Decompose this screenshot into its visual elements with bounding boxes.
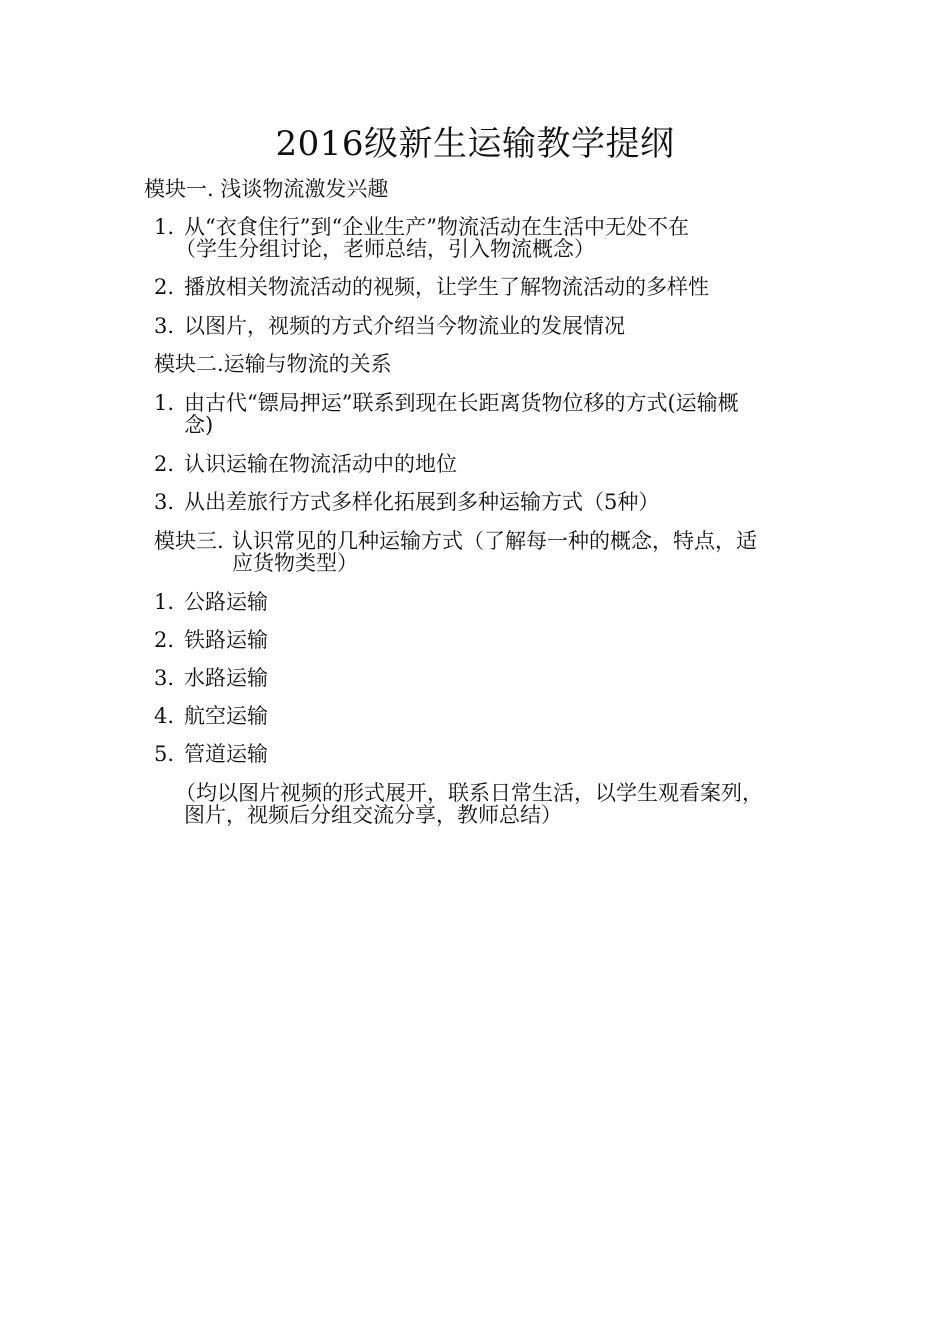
module2-heading: 模块二.运输与物流的关系 bbox=[154, 352, 392, 376]
module3-heading-line2: 应货物类型） bbox=[232, 551, 358, 575]
item-text-line1: 播放相关物流活动的视频，让学生了解物流活动的多样性 bbox=[184, 275, 709, 299]
module3-label: 模块三. bbox=[154, 529, 224, 553]
module3-heading-line1: 认识常见的几种运输方式（了解每一种的概念，特点，适 bbox=[232, 529, 757, 553]
item-text-line2: 念) bbox=[184, 413, 214, 437]
item-number: 2. bbox=[154, 628, 175, 652]
item-number: 3. bbox=[154, 666, 175, 690]
item-number: 3. bbox=[154, 490, 175, 514]
item-text-line1: 从出差旅行方式多样化拓展到多种运输方式（5种） bbox=[184, 490, 660, 514]
item-text-line1: 以图片，视频的方式介绍当今物流业的发展情况 bbox=[184, 314, 625, 338]
item-text-line1: 认识运输在物流活动中的地位 bbox=[184, 452, 457, 476]
item-number: 1. bbox=[154, 215, 175, 239]
page-title: 2016级新生运输教学提纲 bbox=[275, 124, 675, 164]
item-text: 管道运输 bbox=[184, 742, 268, 766]
note-line1: （均以图片视频的形式展开，联系日常生活，以学生观看案列， bbox=[175, 781, 763, 805]
item-text-line1: 由古代“镖局押运”联系到现在长距离货物位移的方式(运输概 bbox=[184, 391, 739, 415]
module3-heading bbox=[154, 529, 814, 577]
module1-heading: 模块一. 浅谈物流激发兴趣 bbox=[144, 177, 389, 201]
item-number: 1. bbox=[154, 590, 175, 614]
item-text: 铁路运输 bbox=[184, 628, 268, 652]
item-text-line1: 从“衣食住行”到“企业生产”物流活动在生活中无处不在 bbox=[184, 215, 689, 239]
item-text: 公路运输 bbox=[184, 590, 268, 614]
note-line2: 图片，视频后分组交流分享，教师总结） bbox=[184, 803, 562, 827]
item-number: 4. bbox=[154, 704, 175, 728]
item-text-line2: （学生分组讨论，老师总结，引入物流概念） bbox=[175, 237, 595, 261]
item-number: 2. bbox=[154, 275, 175, 299]
item-number: 1. bbox=[154, 391, 175, 415]
item-text: 航空运输 bbox=[184, 704, 268, 728]
item-text: 水路运输 bbox=[184, 666, 268, 690]
item-number: 5. bbox=[154, 742, 175, 766]
item-number: 2. bbox=[154, 452, 175, 476]
item-number: 3. bbox=[154, 314, 175, 338]
